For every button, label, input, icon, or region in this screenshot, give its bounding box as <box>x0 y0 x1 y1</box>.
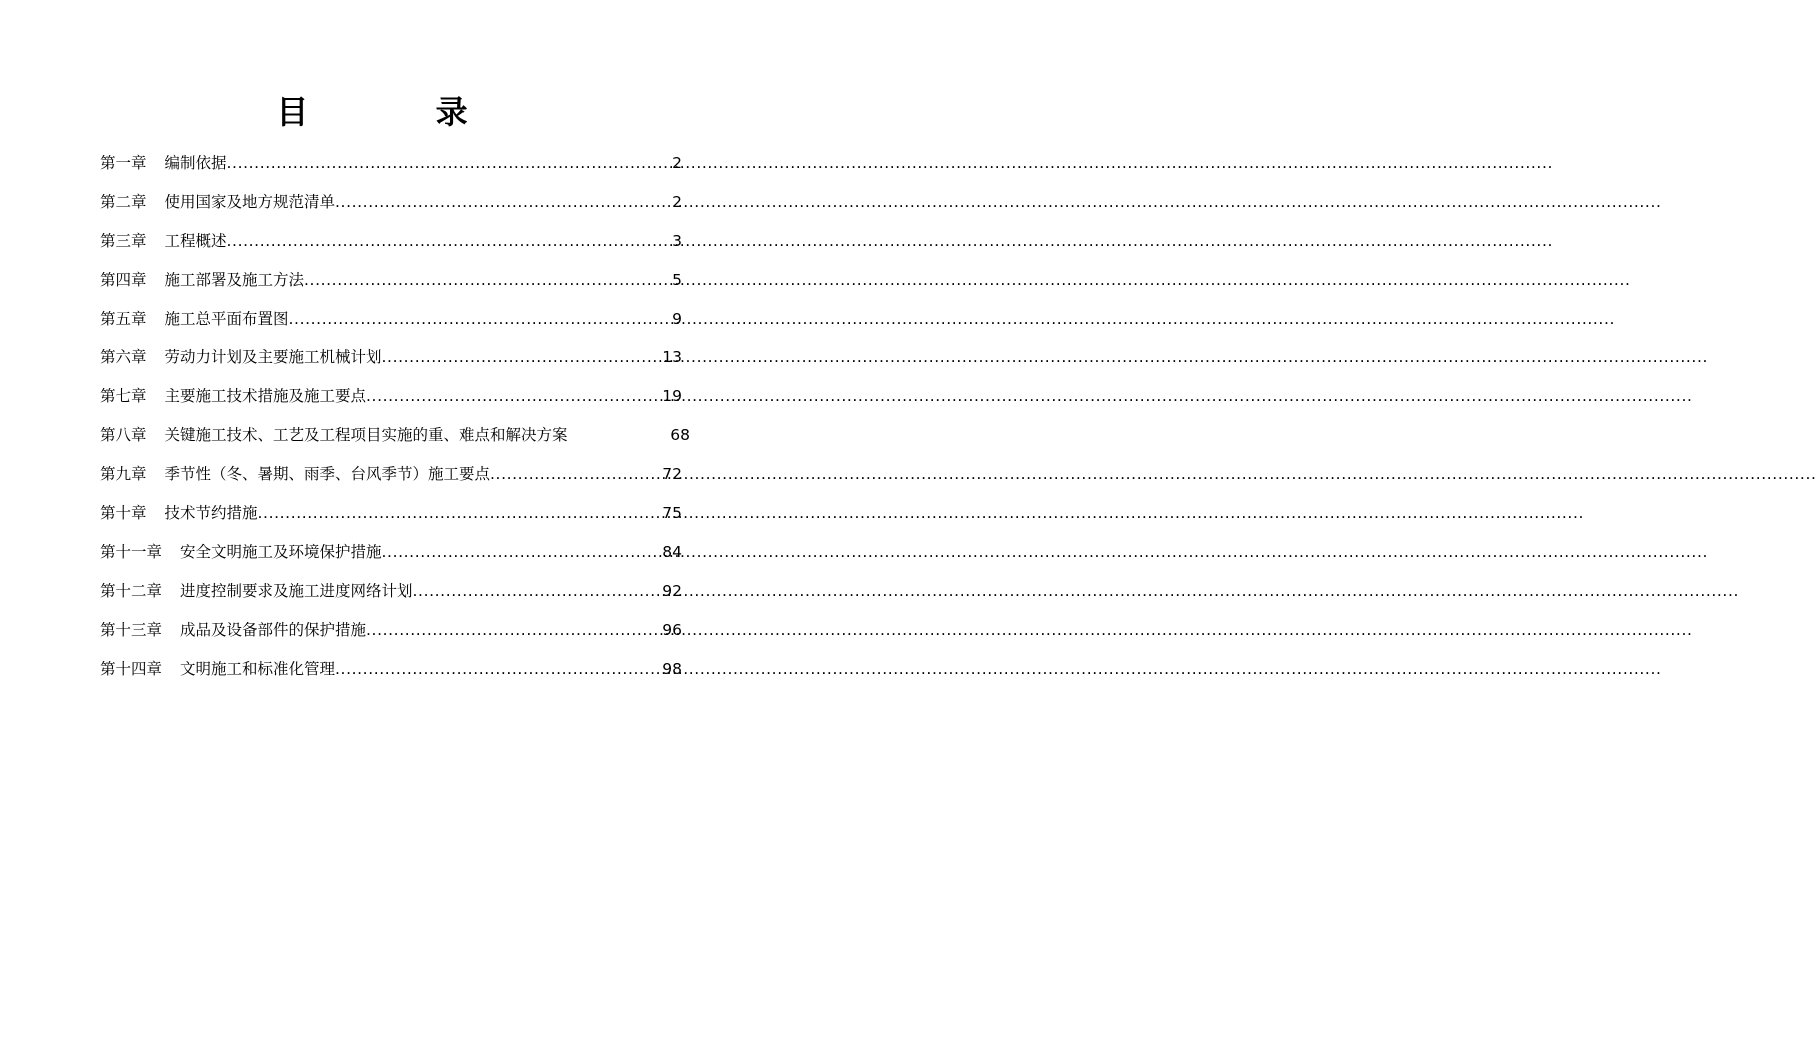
toc-entry[interactable] <box>100 267 682 306</box>
page-number: 13 <box>662 348 682 367</box>
chapter-title: 工程概述 <box>164 231 227 250</box>
page-number: 3 <box>672 231 682 250</box>
chapter-title: 关键施工技术、工艺及工程项目实施的重、难点和解决方案 <box>164 426 568 445</box>
chapter-number: 第六章 <box>100 348 147 367</box>
dot-leader <box>382 344 663 370</box>
page-number: 72 <box>662 465 682 484</box>
chapter-number: 第四章 <box>100 270 147 289</box>
toc-entry[interactable] <box>100 189 682 228</box>
toc-entry[interactable] <box>100 150 682 189</box>
toc-entry[interactable] <box>100 500 682 539</box>
toc-entry[interactable] <box>100 578 682 617</box>
page-number: 84 <box>662 542 682 561</box>
page-number: 98 <box>662 659 682 678</box>
page-number: 2 <box>672 192 682 211</box>
page-number: 9 <box>672 309 682 328</box>
page-number: 19 <box>662 387 682 406</box>
toc-entry[interactable] <box>100 617 682 656</box>
chapter-number: 第八章 <box>100 426 147 445</box>
chapter-title: 安全文明施工及环境保护措施 <box>180 542 382 561</box>
dot-leader <box>366 617 662 643</box>
chapter-number: 第一章 <box>100 154 147 172</box>
chapter-title: 文明施工和标准化管理 <box>180 659 336 678</box>
toc-title: 目 录 <box>276 93 526 131</box>
chapter-number: 第十二章 <box>100 581 163 600</box>
chapter-number: 第十章 <box>100 504 147 523</box>
dot-leader <box>366 383 662 409</box>
dot-leader <box>227 228 673 254</box>
dot-leader <box>413 578 663 604</box>
dot-leader <box>382 539 663 565</box>
document-page <box>0 0 744 1052</box>
chapter-title: 施工总平面布置图 <box>164 309 289 328</box>
dot-leader <box>304 267 672 293</box>
chapter-number: 第二章 <box>100 192 147 211</box>
toc-entry[interactable] <box>100 306 682 345</box>
chapter-title: 进度控制要求及施工进度网络计划 <box>180 581 413 600</box>
chapter-title: 成品及设备部件的保护措施 <box>180 620 367 639</box>
chapter-title: 季节性（冬、暑期、雨季、台风季节）施工要点 <box>164 465 491 484</box>
chapter-title: 主要施工技术措施及施工要点 <box>164 387 367 406</box>
toc-entry[interactable] <box>100 539 682 578</box>
chapter-number: 第十一章 <box>100 542 163 561</box>
page-number: 68 <box>670 426 690 445</box>
chapter-title: 技术节约措施 <box>164 504 258 523</box>
dot-leader <box>490 461 662 487</box>
page-number: 92 <box>662 581 682 600</box>
toc-entry[interactable] <box>100 461 682 500</box>
chapter-number: 第十三章 <box>100 620 163 639</box>
page-number: 2 <box>672 154 682 172</box>
dot-leader <box>335 189 672 215</box>
chapter-title: 编制依据 <box>164 154 227 172</box>
page-number: 5 <box>672 270 682 289</box>
page-number: 96 <box>662 620 682 639</box>
page-number: 75 <box>662 504 682 523</box>
chapter-number: 第九章 <box>100 465 147 484</box>
dot-leader <box>227 150 673 176</box>
toc-entry[interactable] <box>100 656 682 695</box>
chapter-number: 第十四章 <box>100 659 163 678</box>
toc-entry[interactable] <box>100 228 682 267</box>
chapter-number: 第七章 <box>100 387 147 406</box>
chapter-title: 施工部署及施工方法 <box>164 270 305 289</box>
chapter-number: 第三章 <box>100 231 147 250</box>
toc-entry[interactable] <box>100 383 682 422</box>
dot-leader <box>335 656 662 682</box>
dot-leader <box>258 500 663 526</box>
toc-entry[interactable] <box>100 344 682 383</box>
dot-leader <box>289 306 673 332</box>
chapter-title: 劳动力计划及主要施工机械计划 <box>164 348 382 367</box>
chapter-title: 使用国家及地方规范清单 <box>164 192 336 211</box>
toc-list <box>100 150 690 694</box>
chapter-number: 第五章 <box>100 309 147 328</box>
toc-entry[interactable] <box>100 422 690 461</box>
